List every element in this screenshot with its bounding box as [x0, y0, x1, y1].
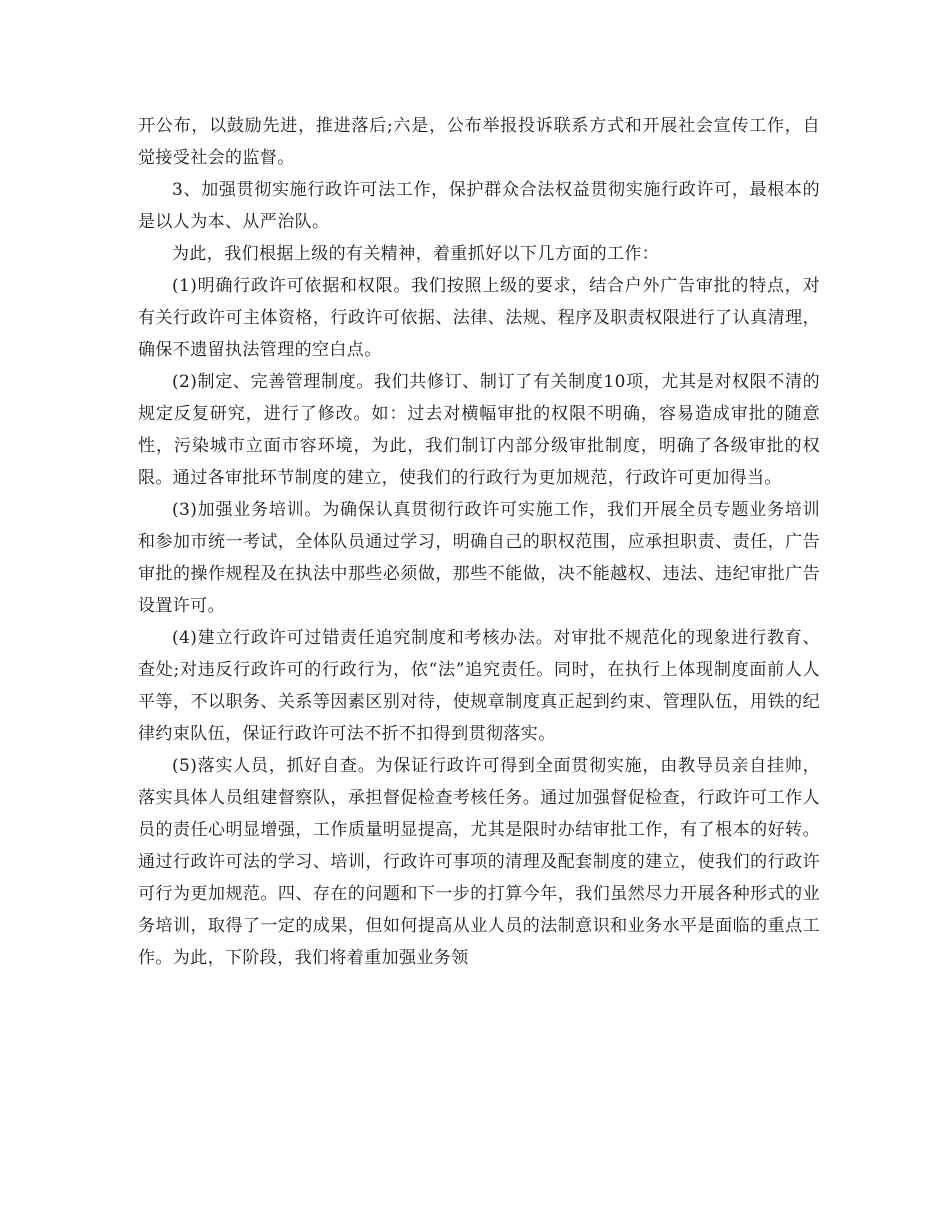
paragraph-item-1: (1)明确行政许可依据和权限。我们按照上级的要求，结合户外广告审批的特点，对有关行政许可主体资格，行政许可依据、法律、法规、程序及职责权限进行了认真清理，确保不遗留执法管理的空白点。: [138, 276, 820, 360]
paragraph-item-3: (3)加强业务培训。为确保认真贯彻行政许可实施工作，我们开展全员专题业务培训和参加市统一考试，全体队员通过学习，明确自己的职权范围，应承担职责、责任，广告审批的操作规程及在执法中那些必须做，那些不能做，决不能越权、违法、违纪审批广告设置许可。: [138, 500, 820, 616]
document-body: [138, 110, 820, 974]
paragraph-continuation: 开公布，以鼓励先进，推进落后;六是，公布举报投诉联系方式和开展社会宣传工作，自觉接受社会的监督。: [138, 116, 820, 168]
paragraph-section-3: 3、加强贯彻实施行政许可法工作，保护群众合法权益贯彻实施行政许可，最根本的是以人为本、从严治队。: [138, 180, 820, 232]
paragraph-item-4: (4)建立行政许可过错责任追究制度和考核办法。对审批不规范化的现象进行教育、查处;对违反行政许可的行政行为，依“法”追究责任。同时，在执行上体现制度面前人人平等，不以职务、关系等因素区别对待，使规章制度真正起到约束、管理队伍，用铁的纪律约束队伍，保证行政许可法不折不扣得到贯彻落实。: [138, 628, 820, 744]
paragraph-item-5: (5)落实人员，抓好自查。为保证行政许可得到全面贯彻实施，由教导员亲自挂帅，落实具体人员组建督察队，承担督促检查考核任务。通过加强督促检查，行政许可工作人员的责任心明显增强，工作质量明显提高，尤其是限时办结审批工作，有了根本的好转。通过行政许可法的学习、培训，行政许可事项的清理及配套制度的建立，使我们的行政许可行为更加规范。四、存在的问题和下一步的打算今年，我们虽然尽力开展各种形式的业务培训，取得了一定的成果，但如何提高从业人员的法制意识和业务水平是面临的重点工作。为此，下阶段，我们将着重加强业务领: [138, 756, 820, 968]
paragraph-item-2: (2)制定、完善管理制度。我们共修订、制订了有关制度10项，尤其是对权限不清的规定反复研究，进行了修改。如：过去对横幅审批的权限不明确，容易造成审批的随意性，污染城市立面市容环境，为此，我们制订内部分级审批制度，明确了各级审批的权限。通过各审批环节制度的建立，使我们的行政行为更加规范，行政许可更加得当。: [138, 372, 820, 488]
paragraph-intro: 为此，我们根据上级的有关精神，着重抓好以下几方面的工作：: [172, 244, 660, 264]
